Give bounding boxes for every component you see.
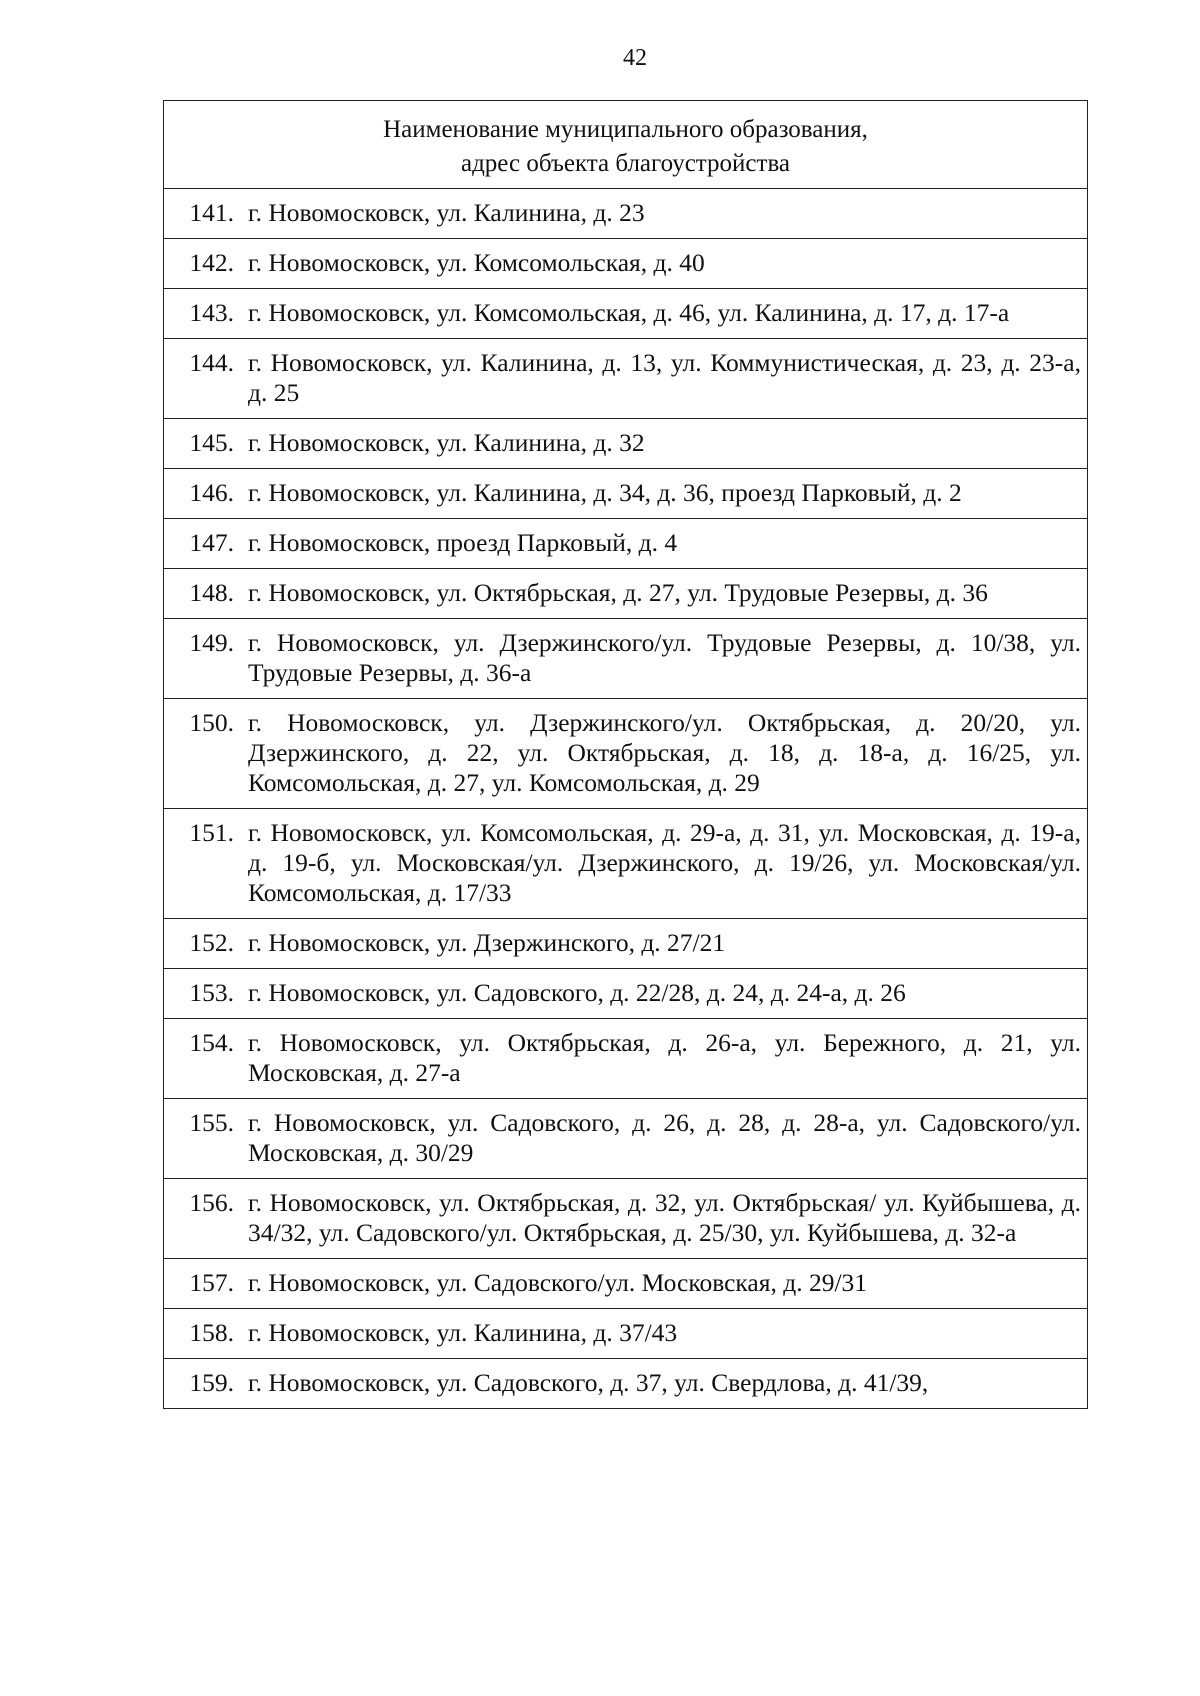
row-number: 152. xyxy=(189,928,234,957)
table-header-line-2: адрес объекта благоустройства xyxy=(460,149,791,177)
row-address: г. Новомосковск, ул. Комсомольская, д. 40 xyxy=(248,248,705,277)
row-number: 154. xyxy=(189,1028,234,1057)
table-row xyxy=(164,1309,1087,1359)
row-number: 156. xyxy=(189,1188,234,1217)
table-row xyxy=(164,419,1087,469)
row-address: г. Новомосковск, ул. Дзержинского, д. 27/21 xyxy=(248,928,726,957)
row-number: 158. xyxy=(189,1318,234,1347)
table-row xyxy=(164,1019,1087,1099)
row-address: г. Новомосковск, ул. Октябрьская, д. 26-а, ул. Бережного, д. 21, ул. Московская, д. 27-а xyxy=(248,1028,1081,1087)
row-address: г. Новомосковск, ул. Калинина, д. 13, ул. Коммунистическая, д. 23, д. 23-а, д. 25 xyxy=(248,348,1081,407)
row-address: г. Новомосковск, ул. Калинина, д. 34, д. 36, проезд Парковый, д. 2 xyxy=(248,478,962,507)
table-row xyxy=(164,699,1087,809)
row-number: 146. xyxy=(189,478,234,507)
table-row xyxy=(164,1099,1087,1179)
table-row xyxy=(164,809,1087,919)
table-row xyxy=(164,1179,1087,1259)
row-number: 153. xyxy=(189,978,234,1007)
row-number: 143. xyxy=(189,298,234,327)
table-row xyxy=(164,619,1087,699)
row-number: 148. xyxy=(189,578,234,607)
table-row xyxy=(164,469,1087,519)
row-address: г. Новомосковск, ул. Октябрьская, д. 27, ул. Трудовые Резервы, д. 36 xyxy=(248,578,988,607)
table-row xyxy=(164,969,1087,1019)
table-row xyxy=(164,1359,1087,1408)
row-address: г. Новомосковск, ул. Садовского, д. 22/28, д. 24, д. 24-а, д. 26 xyxy=(248,978,906,1007)
row-address: г. Новомосковск, ул. Калинина, д. 23 xyxy=(248,198,645,227)
table-row xyxy=(164,919,1087,969)
row-number: 159. xyxy=(189,1368,234,1397)
row-address: г. Новомосковск, ул. Комсомольская, д. 29-а, д. 31, ул. Московская, д. 19-а, д. 19-б, ул. Московская/ул. Дзержинского, д. 19/26, ул. Московская/ул. Комсомольская, д. 17/33 xyxy=(248,818,1081,907)
row-number: 149. xyxy=(189,628,234,657)
table-row xyxy=(164,569,1087,619)
row-address: г. Новомосковск, ул. Комсомольская, д. 46, ул. Калинина, д. 17, д. 17-а xyxy=(248,298,1010,327)
row-number: 144. xyxy=(189,348,234,377)
address-table xyxy=(163,100,1088,1409)
row-address: г. Новомосковск, проезд Парковый, д. 4 xyxy=(248,528,678,557)
table-row xyxy=(164,339,1087,419)
row-address: г. Новомосковск, ул. Дзержинского/ул. Трудовые Резервы, д. 10/38, ул. Трудовые Резервы, д. 36-а xyxy=(248,628,1081,687)
page-number: 42 xyxy=(623,45,647,71)
row-number: 142. xyxy=(189,248,234,277)
row-number: 150. xyxy=(189,708,234,737)
row-number: 151. xyxy=(189,818,234,847)
row-address: г. Новомосковск, ул. Калинина, д. 32 xyxy=(248,428,645,457)
row-number: 145. xyxy=(189,428,234,457)
table-header xyxy=(164,101,1087,189)
table-row xyxy=(164,1259,1087,1309)
table-row xyxy=(164,519,1087,569)
row-number: 155. xyxy=(189,1108,234,1137)
row-address: г. Новомосковск, ул. Садовского, д. 26, д. 28, д. 28-а, ул. Садовского/ул. Московская, д. 30/29 xyxy=(248,1108,1081,1167)
row-number: 157. xyxy=(189,1268,234,1297)
row-address: г. Новомосковск, ул. Калинина, д. 37/43 xyxy=(248,1318,678,1347)
table-row xyxy=(164,189,1087,239)
table-header-line-1: Наименование муниципального образования, xyxy=(383,115,868,143)
row-address: г. Новомосковск, ул. Садовского/ул. Московская, д. 29/31 xyxy=(248,1268,868,1297)
table-row xyxy=(164,289,1087,339)
table-row xyxy=(164,239,1087,289)
row-address: г. Новомосковск, ул. Октябрьская, д. 32, ул. Октябрьская/ ул. Куйбышева, д. 34/32, ул. Садовского/ул. Октябрьская, д. 25/30, ул. Куйбышева, д. 32-а xyxy=(248,1188,1081,1247)
row-number: 147. xyxy=(189,528,234,557)
row-number: 141. xyxy=(189,198,234,227)
row-address: г. Новомосковск, ул. Садовского, д. 37, ул. Свердлова, д. 41/39, xyxy=(248,1368,929,1397)
row-address: г. Новомосковск, ул. Дзержинского/ул. Октябрьская, д. 20/20, ул. Дзержинского, д. 22, ул. Октябрьская, д. 18, д. 18-а, д. 16/25, ул. Комсомольская, д. 27, ул. Комсомольская, д. 29 xyxy=(248,708,1081,797)
